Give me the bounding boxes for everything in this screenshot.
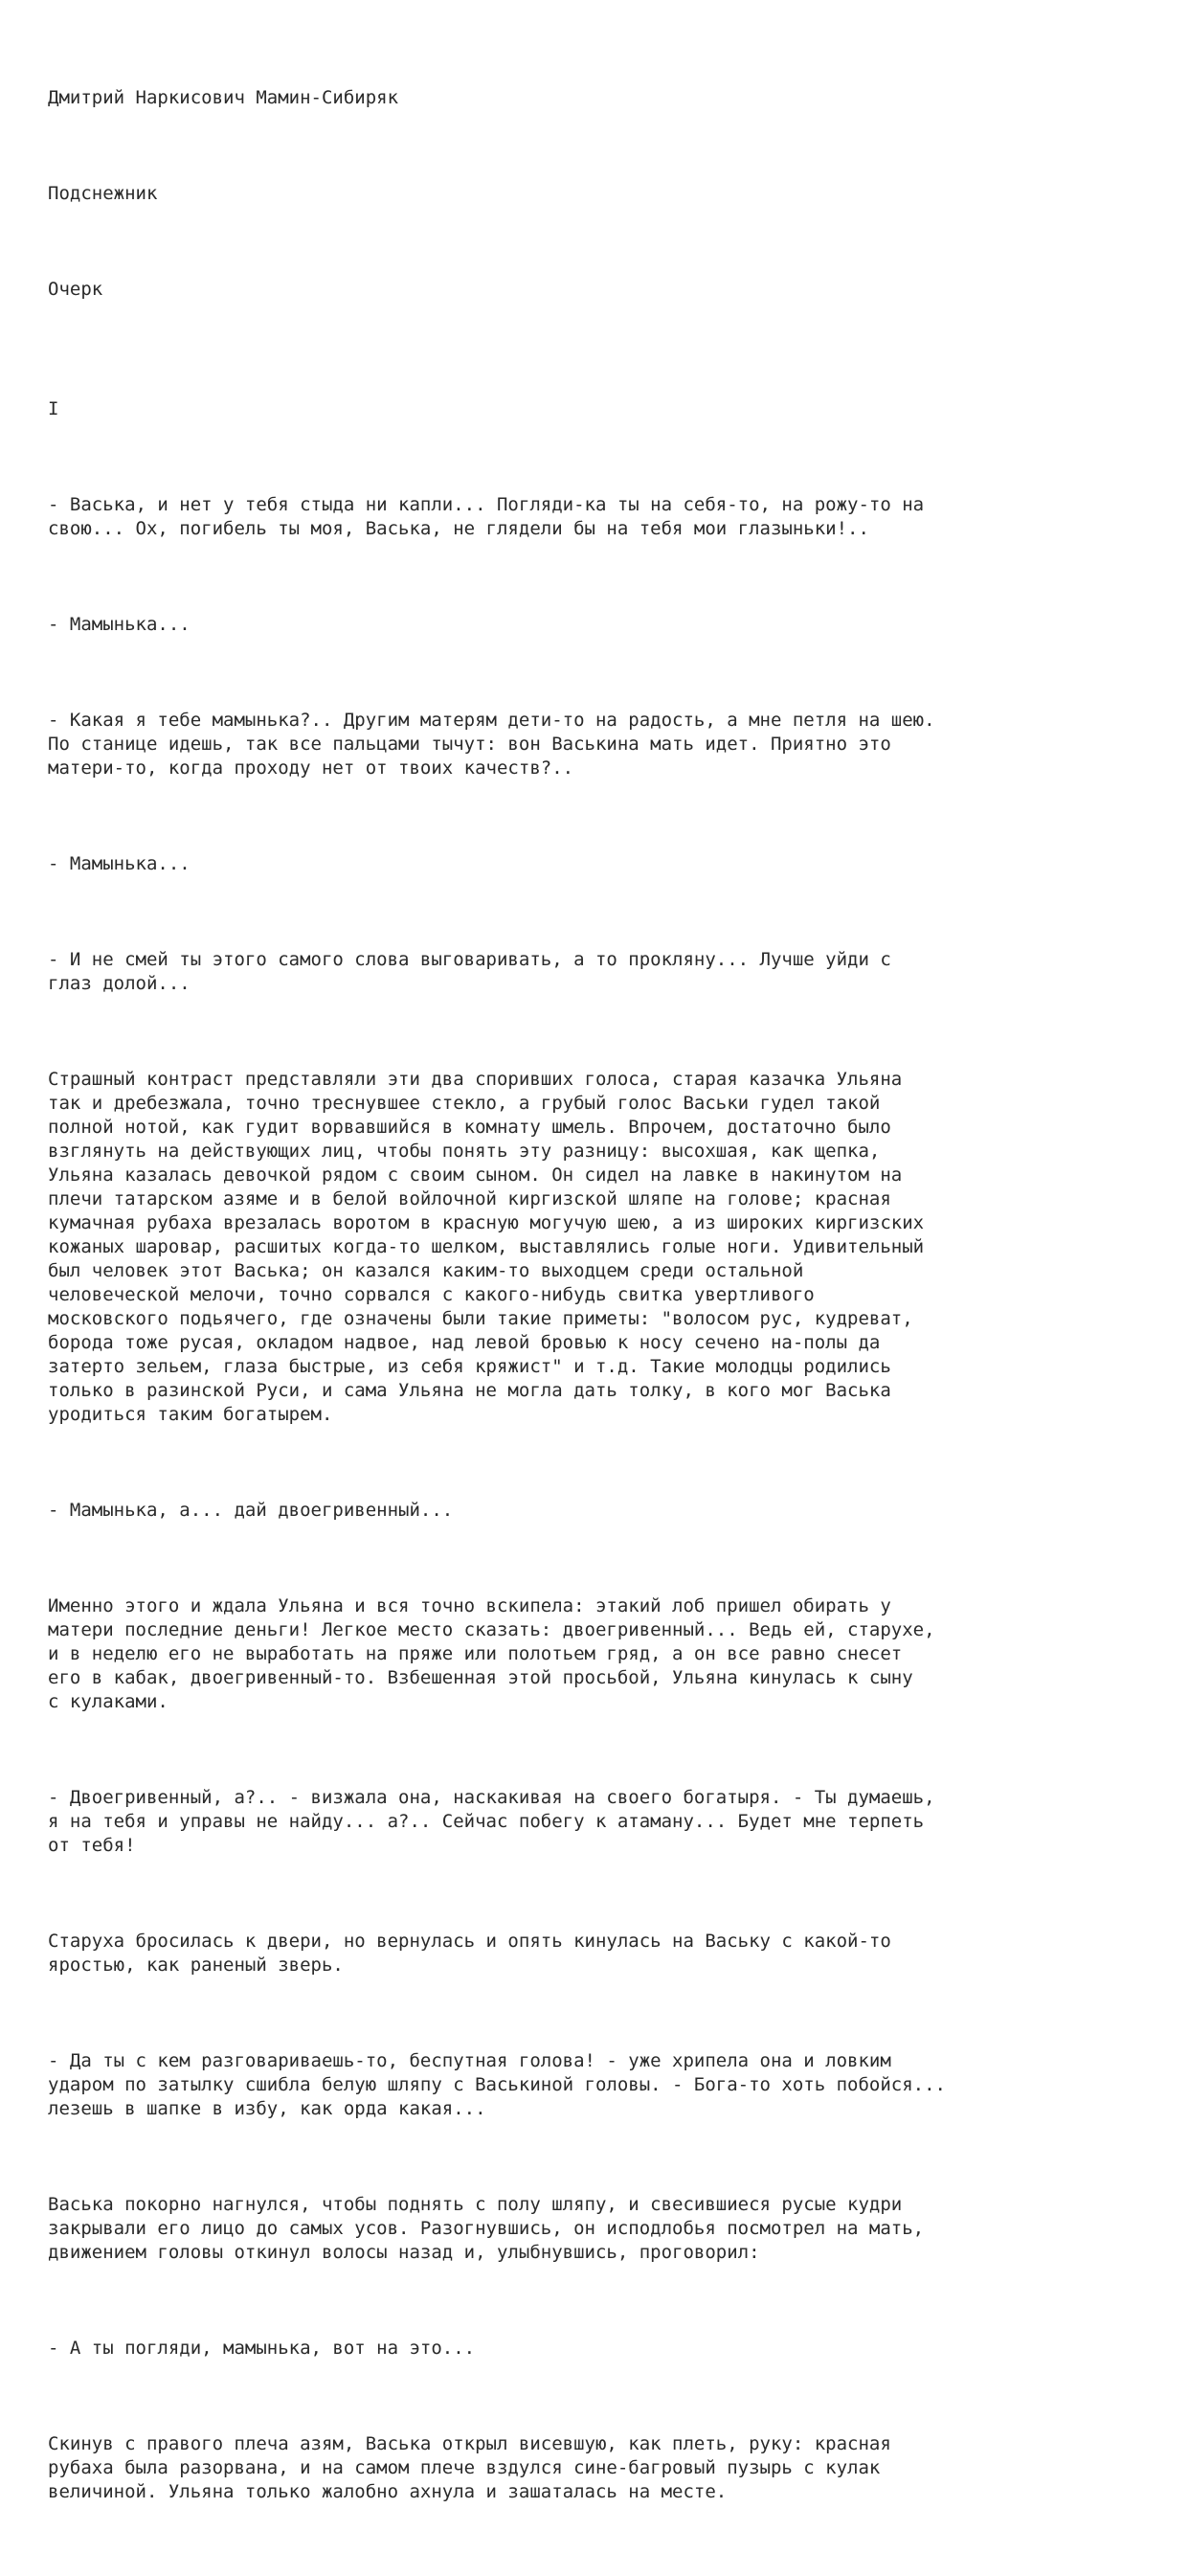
paragraph: Старуха бросилась к двери, но вернулась и опять кинулась на Ваську с какой-то яростью, как раненый зверь. [48,1931,891,1976]
chapter-heading: I [48,398,59,419]
paragraph: - А ты погляди, мамынька, вот на это... [48,2338,476,2359]
paragraph: - Да ты с кем разговариваешь-то, беспутная голова! - уже хрипела она и ловким ударом по затылку сшибла белую шляпу с Васькиной головы. - Бога-то хоть побойся... лезешь в шапке в избу, как орда какая... [48,2050,946,2119]
document-title: Подснежник [48,183,158,204]
paragraph: Именно этого и ждала Ульяна и вся точно вскипела: этакий лоб пришел обирать у матери последние деньги! Легкое место сказать: двоегривенный... Ведь ей, старухе, и в неделю его не выработать на пряже или полотьем гряд, а он все равно снесет его в кабак, двоегривенный-то. Взбешенная этой просьбой, Ульяна кинулась к сыну с кулаками. [48,1595,935,1712]
paragraph: - Мамынька... [48,614,191,635]
genre-line: Очерк [48,279,103,300]
paragraph: - Какая я тебе мамынька?.. Другим матерям дети-то на радость, а мне петля на шею. По станице идешь, так все пальцами тычут: вон Васькина мать идет. Приятно это матери-то, когда проходу нет от твоих качеств?.. [48,710,935,779]
paragraph: - Васька, и нет у тебя стыда ни капли... Погляди-ка ты на себя-то, на рожу-то на свою... Ох, погибель ты моя, Васька, не глядели бы на тебя мои глазыньки!.. [48,494,925,539]
paragraph: - Мамынька, а... дай двоегривенный... [48,1500,454,1521]
paragraph: - Двоегривенный, а?.. - визжала она, наскакивая на своего богатыря. - Ты думаешь, я на тебя и управы не найду... а?.. Сейчас побегу к атаману... Будет мне терпеть от тебя! [48,1787,935,1856]
document-text [48,38,1120,2576]
paragraph: - Мамынька... [48,853,191,874]
paragraph: Страшный контраст представляли эти два споривших голоса, старая казачка Ульяна так и дребезжала, точно треснувшее стекло, а грубый голос Васьки гудел такой полной нотой, как гудит ворвавшийся в комнату шмель. Впрочем, достаточно было взглянуть на действующих лиц, чтобы понять эту разницу: высохшая, как щепка, Ульяна казалась девочкой рядом с своим сыном. Он сидел на лавке в накинутом на плечи татарском азяме и в белой войлочной киргизской шляпе на голове; красная кумачная рубаха врезалась воротом в красную могучую шею, а из широких киргизских кожаных шаровар, расшитых когда-то шелком, выставлялись голые ноги. Удивительный был человек этот Васька; он казался каким-то выходцем среди остальной человеческой мелочи, точно сорвался с какого-нибудь свитка увертливого московского подьячего, где означены были такие приметы: "волосом рус, кудреват, борода тоже русая, окладом надвое, над левой бровью к носу сечено на-полы да затерто зельем, глаза быстрые, из себя кряжист" и т.д. Такие молодцы родились только в разинской Руси, и сама Ульяна не могла дать толку, в кого мог Васька уродиться таким богатырем. [48,1069,925,1425]
paragraph: Васька покорно нагнулся, чтобы поднять с полу шляпу, и свесившиеся русые кудри закрывали его лицо до самых усов. Разогнувшись, он исподлобья посмотрел на мать, движением головы откинул волосы назад и, улыбнувшись, проговорил: [48,2194,925,2263]
author-line: Дмитрий Наркисович Мамин-Сибиряк [48,87,399,108]
paragraph: Скинув с правого плеча азям, Васька открыл висевшую, как плеть, руку: красная рубаха была разорвана, и на самом плече вздулся сине-багровый пузырь с кулак величиной. Ульяна только жалобно ахнула и зашаталась на месте. [48,2433,891,2502]
paragraph: - И не смей ты этого самого слова выговаривать, а то прокляну... Лучше уйди с глаз долой... [48,949,891,994]
